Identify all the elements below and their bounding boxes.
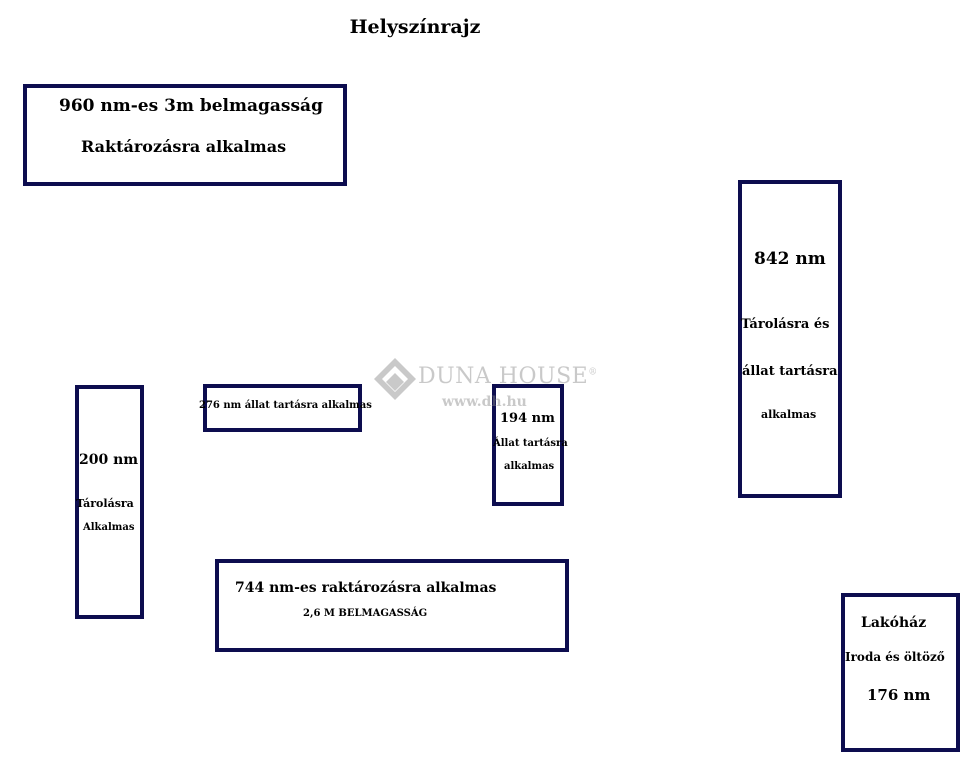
building-842-use-3: alkalmas: [761, 408, 817, 421]
building-176: [841, 593, 960, 752]
page-title: Helyszínrajz: [349, 16, 481, 38]
building-200-area: 200 nm: [79, 452, 139, 468]
building-842-use-2: állat tartásra: [742, 364, 838, 379]
building-744-area: 744 nm-es raktározásra alkalmas: [235, 580, 497, 596]
building-176-area: 176 nm: [867, 686, 931, 704]
building-744-height: 2,6 M BELMAGASSÁG: [303, 608, 428, 619]
watermark-brand: DUNA HOUSE®: [418, 364, 598, 389]
building-744: [215, 559, 569, 652]
building-842: [738, 180, 842, 498]
building-960: [23, 84, 347, 186]
building-200-use-2: Alkalmas: [83, 522, 135, 533]
building-176-use: Iroda és öltöző: [845, 650, 945, 664]
diamond-logo-icon: [372, 356, 418, 402]
building-960-use: Raktározásra alkalmas: [81, 137, 287, 156]
building-176-type: Lakóház: [861, 615, 927, 631]
building-194-area: 194 nm: [500, 411, 555, 426]
building-276-label: 276 nm állat tartásra alkalmas: [199, 400, 372, 411]
building-276: [199, 384, 372, 432]
building-842-area: 842 nm: [754, 249, 826, 269]
watermark-url: www.dh.hu: [442, 394, 527, 410]
building-194-use-2: alkalmas: [504, 461, 555, 472]
building-842-use-1: Tárolásra és: [741, 317, 830, 332]
building-194-use-1: Állat tartásra: [493, 438, 568, 449]
building-960-area: 960 nm-es 3m belmagasság: [59, 96, 323, 116]
building-200: [75, 385, 144, 619]
watermark: [372, 356, 612, 416]
building-200-use-1: Tárolásra: [76, 497, 134, 510]
